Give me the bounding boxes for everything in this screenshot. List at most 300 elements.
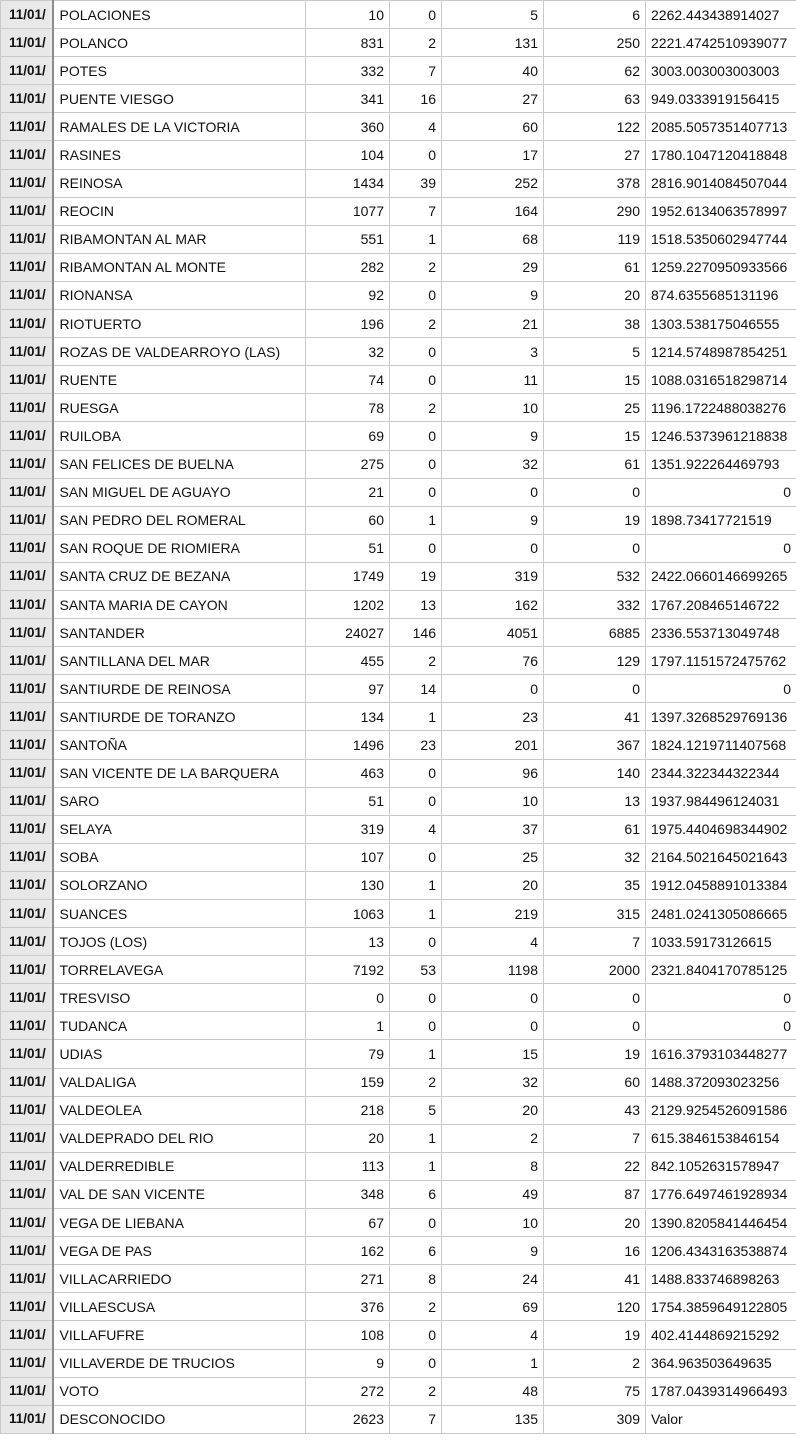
- count-cell-2[interactable]: 96: [442, 759, 544, 787]
- municipality-cell[interactable]: VALDEOLEA: [53, 1096, 306, 1124]
- count-cell-3[interactable]: 532: [544, 562, 646, 590]
- rate-cell[interactable]: 1975.4404698344902: [646, 815, 796, 843]
- date-cell[interactable]: 11/01/: [1, 731, 53, 759]
- count-cell-2[interactable]: 4: [442, 928, 544, 956]
- count-cell-2[interactable]: 20: [442, 1096, 544, 1124]
- count-cell-2[interactable]: 5: [442, 1, 544, 29]
- date-cell[interactable]: 11/01/: [1, 956, 53, 984]
- municipality-cell[interactable]: SAN VICENTE DE LA BARQUERA: [53, 759, 306, 787]
- municipality-cell[interactable]: TRESVISO: [53, 984, 306, 1012]
- date-cell[interactable]: 11/01/: [1, 450, 53, 478]
- count-cell-2[interactable]: 10: [442, 394, 544, 422]
- count-cell[interactable]: 1496: [306, 731, 390, 759]
- municipality-cell[interactable]: RIONANSA: [53, 281, 306, 309]
- deaths-cell[interactable]: 0: [390, 450, 442, 478]
- count-cell-3[interactable]: 0: [544, 1012, 646, 1040]
- count-cell-3[interactable]: 250: [544, 29, 646, 57]
- count-cell-2[interactable]: 0: [442, 478, 544, 506]
- count-cell-3[interactable]: 19: [544, 506, 646, 534]
- date-cell[interactable]: 11/01/: [1, 1265, 53, 1293]
- deaths-cell[interactable]: 1: [390, 1040, 442, 1068]
- municipality-cell[interactable]: SANTANDER: [53, 619, 306, 647]
- date-cell[interactable]: 11/01/: [1, 113, 53, 141]
- rate-cell[interactable]: 1518.5350602947744: [646, 225, 796, 253]
- municipality-cell[interactable]: VALDEPRADO DEL RIO: [53, 1124, 306, 1152]
- rate-cell[interactable]: 0: [646, 478, 796, 506]
- rate-cell[interactable]: 3003.003003003003: [646, 57, 796, 85]
- count-cell-2[interactable]: 68: [442, 225, 544, 253]
- municipality-cell[interactable]: SOBA: [53, 843, 306, 871]
- rate-cell[interactable]: 1952.6134063578997: [646, 197, 796, 225]
- count-cell-3[interactable]: 122: [544, 113, 646, 141]
- count-cell-3[interactable]: 32: [544, 843, 646, 871]
- count-cell[interactable]: 1434: [306, 169, 390, 197]
- municipality-cell[interactable]: SANTA CRUZ DE BEZANA: [53, 562, 306, 590]
- date-cell[interactable]: 11/01/: [1, 1237, 53, 1265]
- count-cell-2[interactable]: 201: [442, 731, 544, 759]
- count-cell-3[interactable]: 35: [544, 871, 646, 899]
- count-cell-2[interactable]: 69: [442, 1293, 544, 1321]
- date-cell[interactable]: 11/01/: [1, 984, 53, 1012]
- count-cell-2[interactable]: 9: [442, 281, 544, 309]
- rate-cell[interactable]: 2481.0241305086665: [646, 900, 796, 928]
- rate-cell[interactable]: 0: [646, 1012, 796, 1040]
- rate-cell[interactable]: 1937.984496124031: [646, 787, 796, 815]
- municipality-cell[interactable]: RAMALES DE LA VICTORIA: [53, 113, 306, 141]
- count-cell-3[interactable]: 0: [544, 675, 646, 703]
- count-cell-2[interactable]: 1198: [442, 956, 544, 984]
- deaths-cell[interactable]: 23: [390, 731, 442, 759]
- rate-cell[interactable]: 2321.8404170785125: [646, 956, 796, 984]
- count-cell-2[interactable]: 135: [442, 1405, 544, 1433]
- municipality-cell[interactable]: RASINES: [53, 141, 306, 169]
- deaths-cell[interactable]: 2: [390, 1068, 442, 1096]
- count-cell[interactable]: 275: [306, 450, 390, 478]
- municipality-cell[interactable]: SAN FELICES DE BUELNA: [53, 450, 306, 478]
- municipality-cell[interactable]: SANTA MARIA DE CAYON: [53, 590, 306, 618]
- count-cell-3[interactable]: 290: [544, 197, 646, 225]
- count-cell[interactable]: 24027: [306, 619, 390, 647]
- deaths-cell[interactable]: 0: [390, 141, 442, 169]
- count-cell-3[interactable]: 27: [544, 141, 646, 169]
- deaths-cell[interactable]: 0: [390, 478, 442, 506]
- count-cell-3[interactable]: 119: [544, 225, 646, 253]
- count-cell[interactable]: 9: [306, 1349, 390, 1377]
- rate-cell[interactable]: 1214.5748987854251: [646, 338, 796, 366]
- count-cell-3[interactable]: 7: [544, 928, 646, 956]
- rate-cell[interactable]: 0: [646, 675, 796, 703]
- rate-cell[interactable]: 2422.0660146699265: [646, 562, 796, 590]
- count-cell-2[interactable]: 11: [442, 366, 544, 394]
- rate-cell[interactable]: 2221.4742510939077: [646, 29, 796, 57]
- date-cell[interactable]: 11/01/: [1, 1405, 53, 1433]
- count-cell-2[interactable]: 9: [442, 506, 544, 534]
- deaths-cell[interactable]: 0: [390, 787, 442, 815]
- deaths-cell[interactable]: 1: [390, 1152, 442, 1180]
- count-cell[interactable]: 78: [306, 394, 390, 422]
- deaths-cell[interactable]: 16: [390, 85, 442, 113]
- rate-cell[interactable]: 1033.59173126615: [646, 928, 796, 956]
- count-cell-2[interactable]: 76: [442, 647, 544, 675]
- deaths-cell[interactable]: 0: [390, 843, 442, 871]
- date-cell[interactable]: 11/01/: [1, 1321, 53, 1349]
- count-cell[interactable]: 79: [306, 1040, 390, 1068]
- municipality-cell[interactable]: SANTIURDE DE TORANZO: [53, 703, 306, 731]
- count-cell-3[interactable]: 61: [544, 815, 646, 843]
- date-cell[interactable]: 11/01/: [1, 1349, 53, 1377]
- deaths-cell[interactable]: 5: [390, 1096, 442, 1124]
- rate-cell[interactable]: 615.3846153846154: [646, 1124, 796, 1152]
- municipality-cell[interactable]: VEGA DE LIEBANA: [53, 1209, 306, 1237]
- count-cell-2[interactable]: 164: [442, 197, 544, 225]
- rate-cell[interactable]: 1797.1151572475762: [646, 647, 796, 675]
- municipality-cell[interactable]: SANTOÑA: [53, 731, 306, 759]
- deaths-cell[interactable]: 39: [390, 169, 442, 197]
- count-cell-3[interactable]: 75: [544, 1377, 646, 1405]
- count-cell-2[interactable]: 0: [442, 984, 544, 1012]
- count-cell-3[interactable]: 20: [544, 281, 646, 309]
- date-cell[interactable]: 11/01/: [1, 647, 53, 675]
- municipality-cell[interactable]: SARO: [53, 787, 306, 815]
- count-cell-2[interactable]: 23: [442, 703, 544, 731]
- municipality-cell[interactable]: VEGA DE PAS: [53, 1237, 306, 1265]
- municipality-cell[interactable]: SAN ROQUE DE RIOMIERA: [53, 534, 306, 562]
- deaths-cell[interactable]: 0: [390, 422, 442, 450]
- count-cell-2[interactable]: 37: [442, 815, 544, 843]
- count-cell[interactable]: 13: [306, 928, 390, 956]
- count-cell-2[interactable]: 32: [442, 450, 544, 478]
- date-cell[interactable]: 11/01/: [1, 29, 53, 57]
- date-cell[interactable]: 11/01/: [1, 900, 53, 928]
- count-cell-2[interactable]: 60: [442, 113, 544, 141]
- count-cell-2[interactable]: 0: [442, 675, 544, 703]
- count-cell-2[interactable]: 4051: [442, 619, 544, 647]
- count-cell[interactable]: 282: [306, 253, 390, 281]
- deaths-cell[interactable]: 0: [390, 1209, 442, 1237]
- date-cell[interactable]: 11/01/: [1, 843, 53, 871]
- municipality-cell[interactable]: TORRELAVEGA: [53, 956, 306, 984]
- count-cell-2[interactable]: 0: [442, 534, 544, 562]
- rate-cell[interactable]: 0: [646, 534, 796, 562]
- rate-cell[interactable]: Valor: [646, 1405, 796, 1433]
- count-cell-2[interactable]: 131: [442, 29, 544, 57]
- deaths-cell[interactable]: 7: [390, 1405, 442, 1433]
- rate-cell[interactable]: 1303.538175046555: [646, 310, 796, 338]
- rate-cell[interactable]: 2262.443438914027: [646, 1, 796, 29]
- count-cell[interactable]: 831: [306, 29, 390, 57]
- count-cell-3[interactable]: 87: [544, 1180, 646, 1208]
- count-cell[interactable]: 463: [306, 759, 390, 787]
- date-cell[interactable]: 11/01/: [1, 281, 53, 309]
- count-cell-2[interactable]: 27: [442, 85, 544, 113]
- deaths-cell[interactable]: 0: [390, 338, 442, 366]
- municipality-cell[interactable]: UDIAS: [53, 1040, 306, 1068]
- date-cell[interactable]: 11/01/: [1, 1180, 53, 1208]
- municipality-cell[interactable]: PUENTE VIESGO: [53, 85, 306, 113]
- date-cell[interactable]: 11/01/: [1, 366, 53, 394]
- rate-cell[interactable]: 1397.3268529769136: [646, 703, 796, 731]
- date-cell[interactable]: 11/01/: [1, 619, 53, 647]
- municipality-cell[interactable]: POLACIONES: [53, 1, 306, 29]
- count-cell[interactable]: 159: [306, 1068, 390, 1096]
- count-cell-2[interactable]: 219: [442, 900, 544, 928]
- count-cell-3[interactable]: 0: [544, 478, 646, 506]
- count-cell[interactable]: 51: [306, 787, 390, 815]
- count-cell-3[interactable]: 140: [544, 759, 646, 787]
- deaths-cell[interactable]: 7: [390, 57, 442, 85]
- date-cell[interactable]: 11/01/: [1, 253, 53, 281]
- date-cell[interactable]: 11/01/: [1, 57, 53, 85]
- date-cell[interactable]: 11/01/: [1, 928, 53, 956]
- count-cell-3[interactable]: 41: [544, 703, 646, 731]
- deaths-cell[interactable]: 0: [390, 984, 442, 1012]
- municipality-cell[interactable]: RIOTUERTO: [53, 310, 306, 338]
- count-cell[interactable]: 1: [306, 1012, 390, 1040]
- deaths-cell[interactable]: 0: [390, 366, 442, 394]
- count-cell[interactable]: 74: [306, 366, 390, 394]
- date-cell[interactable]: 11/01/: [1, 141, 53, 169]
- count-cell-3[interactable]: 41: [544, 1265, 646, 1293]
- count-cell-3[interactable]: 2000: [544, 956, 646, 984]
- municipality-cell[interactable]: TUDANCA: [53, 1012, 306, 1040]
- deaths-cell[interactable]: 6: [390, 1237, 442, 1265]
- municipality-cell[interactable]: VOTO: [53, 1377, 306, 1405]
- count-cell-3[interactable]: 38: [544, 310, 646, 338]
- date-cell[interactable]: 11/01/: [1, 1124, 53, 1152]
- count-cell[interactable]: 2623: [306, 1405, 390, 1433]
- count-cell[interactable]: 272: [306, 1377, 390, 1405]
- count-cell-3[interactable]: 0: [544, 984, 646, 1012]
- date-cell[interactable]: 11/01/: [1, 562, 53, 590]
- municipality-cell[interactable]: POLANCO: [53, 29, 306, 57]
- date-cell[interactable]: 11/01/: [1, 1377, 53, 1405]
- rate-cell[interactable]: 1776.6497461928934: [646, 1180, 796, 1208]
- rate-cell[interactable]: 1390.8205841446454: [646, 1209, 796, 1237]
- date-cell[interactable]: 11/01/: [1, 225, 53, 253]
- deaths-cell[interactable]: 8: [390, 1265, 442, 1293]
- count-cell[interactable]: 1077: [306, 197, 390, 225]
- date-cell[interactable]: 11/01/: [1, 815, 53, 843]
- date-cell[interactable]: 11/01/: [1, 422, 53, 450]
- municipality-cell[interactable]: VILLACARRIEDO: [53, 1265, 306, 1293]
- rate-cell[interactable]: 874.6355685131196: [646, 281, 796, 309]
- date-cell[interactable]: 11/01/: [1, 85, 53, 113]
- rate-cell[interactable]: 402.4144869215292: [646, 1321, 796, 1349]
- date-cell[interactable]: 11/01/: [1, 1152, 53, 1180]
- count-cell[interactable]: 20: [306, 1124, 390, 1152]
- count-cell[interactable]: 104: [306, 141, 390, 169]
- count-cell[interactable]: 51: [306, 534, 390, 562]
- deaths-cell[interactable]: 0: [390, 534, 442, 562]
- rate-cell[interactable]: 2164.5021645021643: [646, 843, 796, 871]
- count-cell-2[interactable]: 2: [442, 1124, 544, 1152]
- count-cell-2[interactable]: 4: [442, 1321, 544, 1349]
- rate-cell[interactable]: 1787.0439314966493: [646, 1377, 796, 1405]
- rate-cell[interactable]: 1088.0316518298714: [646, 366, 796, 394]
- municipality-cell[interactable]: VILLAFUFRE: [53, 1321, 306, 1349]
- municipality-cell[interactable]: SAN MIGUEL DE AGUAYO: [53, 478, 306, 506]
- date-cell[interactable]: 11/01/: [1, 675, 53, 703]
- count-cell-2[interactable]: 8: [442, 1152, 544, 1180]
- date-cell[interactable]: 11/01/: [1, 338, 53, 366]
- deaths-cell[interactable]: 14: [390, 675, 442, 703]
- date-cell[interactable]: 11/01/: [1, 506, 53, 534]
- count-cell-2[interactable]: 24: [442, 1265, 544, 1293]
- count-cell-2[interactable]: 0: [442, 1012, 544, 1040]
- rate-cell[interactable]: 1246.5373961218838: [646, 422, 796, 450]
- count-cell[interactable]: 271: [306, 1265, 390, 1293]
- count-cell[interactable]: 196: [306, 310, 390, 338]
- count-cell[interactable]: 332: [306, 57, 390, 85]
- date-cell[interactable]: 11/01/: [1, 787, 53, 815]
- count-cell-3[interactable]: 309: [544, 1405, 646, 1433]
- municipality-cell[interactable]: VAL DE SAN VICENTE: [53, 1180, 306, 1208]
- deaths-cell[interactable]: 1: [390, 225, 442, 253]
- municipality-cell[interactable]: RIBAMONTAN AL MAR: [53, 225, 306, 253]
- count-cell[interactable]: 360: [306, 113, 390, 141]
- count-cell[interactable]: 551: [306, 225, 390, 253]
- date-cell[interactable]: 11/01/: [1, 703, 53, 731]
- deaths-cell[interactable]: 1: [390, 506, 442, 534]
- municipality-cell[interactable]: RIBAMONTAN AL MONTE: [53, 253, 306, 281]
- rate-cell[interactable]: 364.963503649635: [646, 1349, 796, 1377]
- municipality-cell[interactable]: RUILOBA: [53, 422, 306, 450]
- count-cell[interactable]: 113: [306, 1152, 390, 1180]
- count-cell[interactable]: 67: [306, 1209, 390, 1237]
- deaths-cell[interactable]: 0: [390, 1, 442, 29]
- count-cell-2[interactable]: 49: [442, 1180, 544, 1208]
- count-cell-2[interactable]: 1: [442, 1349, 544, 1377]
- deaths-cell[interactable]: 4: [390, 113, 442, 141]
- count-cell-3[interactable]: 378: [544, 169, 646, 197]
- date-cell[interactable]: 11/01/: [1, 1068, 53, 1096]
- count-cell[interactable]: 92: [306, 281, 390, 309]
- count-cell-2[interactable]: 48: [442, 1377, 544, 1405]
- rate-cell[interactable]: 0: [646, 984, 796, 1012]
- count-cell-3[interactable]: 129: [544, 647, 646, 675]
- count-cell-3[interactable]: 22: [544, 1152, 646, 1180]
- deaths-cell[interactable]: 0: [390, 1012, 442, 1040]
- date-cell[interactable]: 11/01/: [1, 169, 53, 197]
- count-cell-2[interactable]: 21: [442, 310, 544, 338]
- count-cell[interactable]: 218: [306, 1096, 390, 1124]
- date-cell[interactable]: 11/01/: [1, 871, 53, 899]
- count-cell[interactable]: 162: [306, 1237, 390, 1265]
- municipality-cell[interactable]: SOLORZANO: [53, 871, 306, 899]
- municipality-cell[interactable]: VALDALIGA: [53, 1068, 306, 1096]
- count-cell[interactable]: 134: [306, 703, 390, 731]
- deaths-cell[interactable]: 0: [390, 759, 442, 787]
- municipality-cell[interactable]: SAN PEDRO DEL ROMERAL: [53, 506, 306, 534]
- deaths-cell[interactable]: 2: [390, 647, 442, 675]
- count-cell-3[interactable]: 6: [544, 1, 646, 29]
- count-cell-3[interactable]: 6885: [544, 619, 646, 647]
- count-cell[interactable]: 60: [306, 506, 390, 534]
- count-cell-2[interactable]: 25: [442, 843, 544, 871]
- count-cell[interactable]: 0: [306, 984, 390, 1012]
- municipality-cell[interactable]: VILLAESCUSA: [53, 1293, 306, 1321]
- rate-cell[interactable]: 1824.1219711407568: [646, 731, 796, 759]
- rate-cell[interactable]: 1616.3793103448277: [646, 1040, 796, 1068]
- rate-cell[interactable]: 1488.372093023256: [646, 1068, 796, 1096]
- count-cell-2[interactable]: 319: [442, 562, 544, 590]
- count-cell[interactable]: 1063: [306, 900, 390, 928]
- rate-cell[interactable]: 1351.922264469793: [646, 450, 796, 478]
- deaths-cell[interactable]: 146: [390, 619, 442, 647]
- rate-cell[interactable]: 1898.73417721519: [646, 506, 796, 534]
- municipality-cell[interactable]: POTES: [53, 57, 306, 85]
- deaths-cell[interactable]: 7: [390, 197, 442, 225]
- municipality-cell[interactable]: RUESGA: [53, 394, 306, 422]
- rate-cell[interactable]: 1780.1047120418848: [646, 141, 796, 169]
- rate-cell[interactable]: 1206.4343163538874: [646, 1237, 796, 1265]
- deaths-cell[interactable]: 0: [390, 281, 442, 309]
- deaths-cell[interactable]: 1: [390, 703, 442, 731]
- municipality-cell[interactable]: DESCONOCIDO: [53, 1405, 306, 1433]
- date-cell[interactable]: 11/01/: [1, 1040, 53, 1068]
- deaths-cell[interactable]: 1: [390, 871, 442, 899]
- count-cell[interactable]: 21: [306, 478, 390, 506]
- deaths-cell[interactable]: 1: [390, 1124, 442, 1152]
- count-cell[interactable]: 455: [306, 647, 390, 675]
- count-cell[interactable]: 10: [306, 1, 390, 29]
- count-cell-3[interactable]: 25: [544, 394, 646, 422]
- municipality-cell[interactable]: VALDERREDIBLE: [53, 1152, 306, 1180]
- rate-cell[interactable]: 1488.833746898263: [646, 1265, 796, 1293]
- date-cell[interactable]: 11/01/: [1, 197, 53, 225]
- date-cell[interactable]: 11/01/: [1, 534, 53, 562]
- count-cell[interactable]: 1202: [306, 590, 390, 618]
- count-cell-2[interactable]: 9: [442, 422, 544, 450]
- count-cell-3[interactable]: 5: [544, 338, 646, 366]
- deaths-cell[interactable]: 2: [390, 1377, 442, 1405]
- rate-cell[interactable]: 2344.322344322344: [646, 759, 796, 787]
- count-cell[interactable]: 348: [306, 1180, 390, 1208]
- count-cell-3[interactable]: 332: [544, 590, 646, 618]
- rate-cell[interactable]: 2336.553713049748: [646, 619, 796, 647]
- deaths-cell[interactable]: 53: [390, 956, 442, 984]
- count-cell-2[interactable]: 10: [442, 1209, 544, 1237]
- date-cell[interactable]: 11/01/: [1, 590, 53, 618]
- deaths-cell[interactable]: 6: [390, 1180, 442, 1208]
- count-cell-2[interactable]: 252: [442, 169, 544, 197]
- municipality-cell[interactable]: TOJOS (LOS): [53, 928, 306, 956]
- date-cell[interactable]: 11/01/: [1, 1293, 53, 1321]
- count-cell-2[interactable]: 9: [442, 1237, 544, 1265]
- count-cell-2[interactable]: 29: [442, 253, 544, 281]
- deaths-cell[interactable]: 13: [390, 590, 442, 618]
- count-cell-3[interactable]: 2: [544, 1349, 646, 1377]
- municipality-cell[interactable]: SANTILLANA DEL MAR: [53, 647, 306, 675]
- count-cell-3[interactable]: 13: [544, 787, 646, 815]
- deaths-cell[interactable]: 2: [390, 253, 442, 281]
- date-cell[interactable]: 11/01/: [1, 310, 53, 338]
- count-cell-3[interactable]: 19: [544, 1321, 646, 1349]
- municipality-cell[interactable]: REINOSA: [53, 169, 306, 197]
- count-cell[interactable]: 1749: [306, 562, 390, 590]
- count-cell-2[interactable]: 3: [442, 338, 544, 366]
- rate-cell[interactable]: 1767.208465146722: [646, 590, 796, 618]
- date-cell[interactable]: 11/01/: [1, 759, 53, 787]
- count-cell-3[interactable]: 15: [544, 366, 646, 394]
- count-cell-2[interactable]: 10: [442, 787, 544, 815]
- count-cell-2[interactable]: 15: [442, 1040, 544, 1068]
- rate-cell[interactable]: 1259.2270950933566: [646, 253, 796, 281]
- count-cell-3[interactable]: 20: [544, 1209, 646, 1237]
- count-cell-3[interactable]: 367: [544, 731, 646, 759]
- count-cell-3[interactable]: 43: [544, 1096, 646, 1124]
- deaths-cell[interactable]: 0: [390, 928, 442, 956]
